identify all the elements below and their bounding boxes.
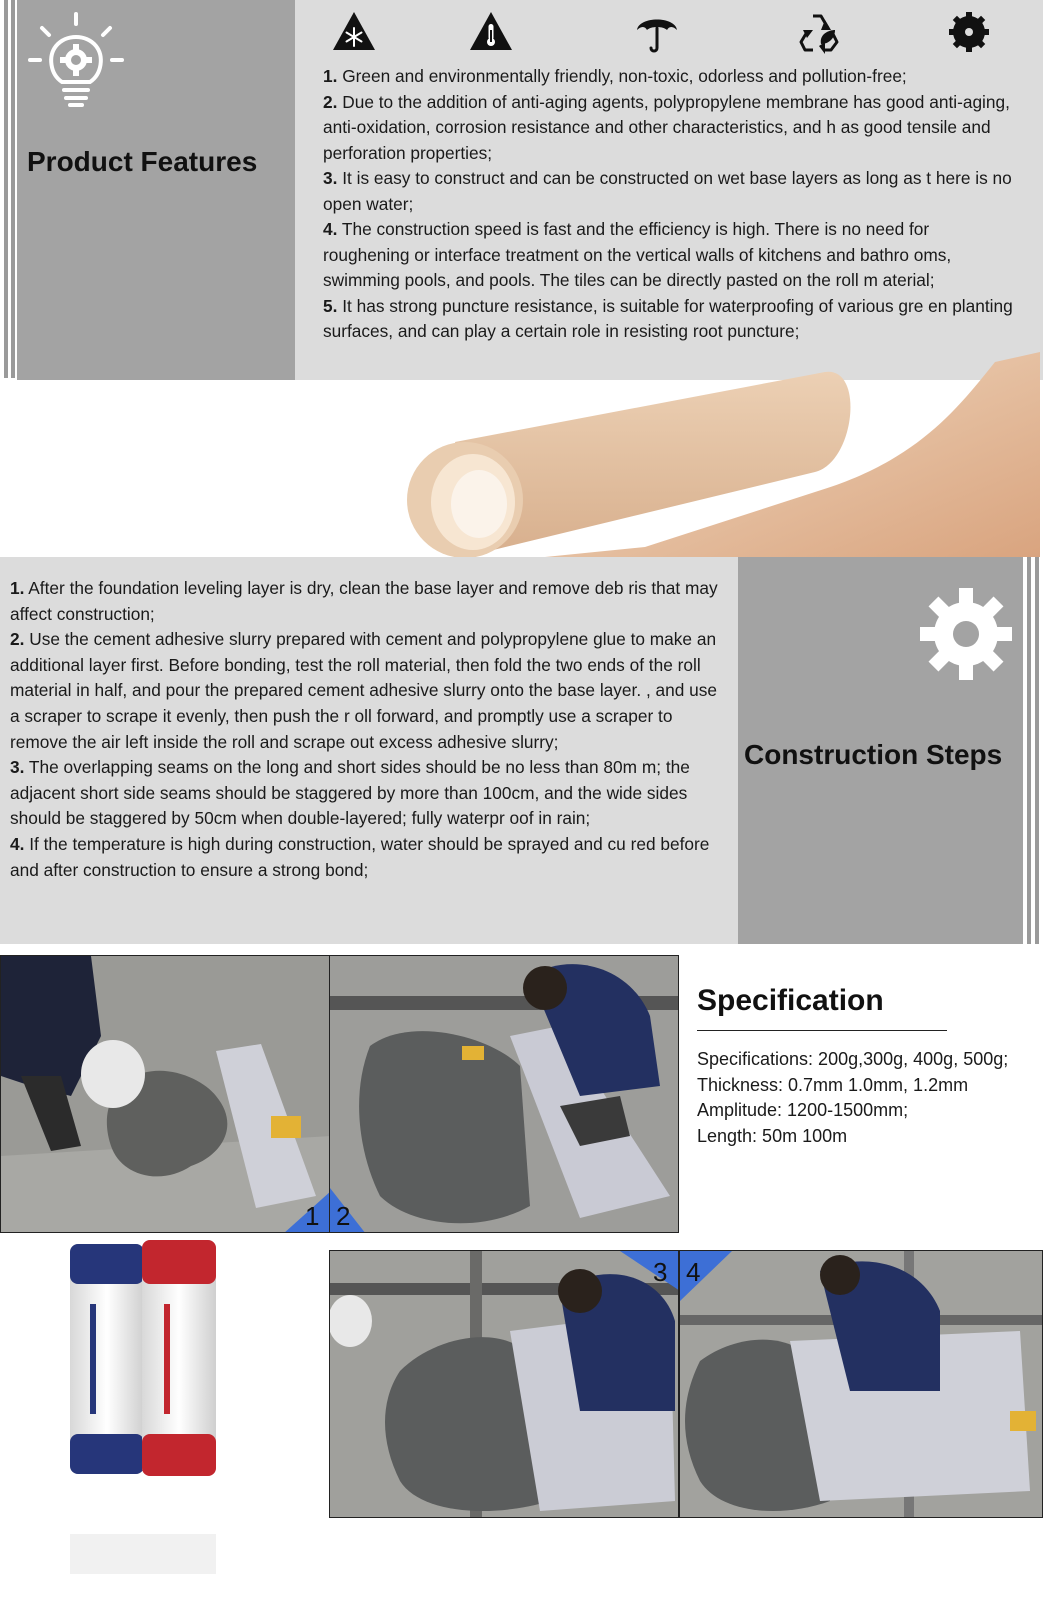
- feature-item: 3. It is easy to construct and can be constructed on wet base layers as long as t here is no open water;: [323, 168, 1012, 214]
- step-photo-3-image: [330, 1251, 679, 1518]
- gear-badge-icon: [945, 8, 993, 56]
- feature-item: 2. Due to the addition of anti-aging agents, polypropylene membrane has good anti-aging, anti-oxidation, corrosion resistance and other characteristics, and h as good tensile and perforation properties;: [323, 91, 1010, 163]
- photo-label: 2: [336, 1201, 351, 1231]
- umbrella-icon: [633, 8, 681, 56]
- feature-item: 4. The construction speed is fast and the efficiency is high. There is no need for roughening or interface treatment on the vertical walls of kitchens and bathro oms, swimming pools, and pools. The tiles can be directly pasted on the roll m aterial;: [323, 219, 952, 290]
- feature-item: 1. Green and environmentally friendly, non-toxic, odorless and pollution-free;: [323, 66, 907, 86]
- features-title: Product Features: [27, 146, 258, 177]
- gear-icon: [918, 586, 1014, 682]
- step-item: 3. The overlapping seams on the long and short sides should be no less than 80m m; the adjacent short side seams should be staggered by more than 100cm, and the wide sides should be staggered by 50cm when double-layered; fully waterpr oof in rain;: [10, 757, 690, 829]
- photo-label: 1: [305, 1201, 320, 1231]
- features-list: [323, 64, 1013, 345]
- thermometer-warning-icon: [467, 8, 515, 56]
- steps-list: [10, 576, 722, 883]
- spec-line: Specifications: 200g,300g, 400g, 500g;: [697, 1049, 1009, 1069]
- spec-line: Thickness: 0.7mm 1.0mm, 1.2mm: [697, 1074, 969, 1095]
- feature-icons: [330, 8, 1020, 56]
- lightbulb-gear-icon: [28, 10, 124, 110]
- spec-line: Length: 50m 100m: [697, 1125, 848, 1146]
- decorative-bar: [1027, 557, 1031, 944]
- recycle-icon: [795, 8, 843, 56]
- photo-label: 4: [686, 1257, 701, 1287]
- step-item: 2. Use the cement adhesive slurry prepared with cement and polypropylene glue to make an additional layer first. Before bonding, test the roll material, then fold the two ends of the roll material in half, and pour the prepared cement adhesive slurry onto the base layer. , and use a scraper to scrape it evenly, then push the r oll forward, and promptly use a scraper to remove the air left inside the roll and scrape out excess adhesive slurry;: [10, 629, 718, 752]
- specification-list: [697, 1047, 1008, 1149]
- divider: [697, 1030, 947, 1031]
- step-photo-4-image: [680, 1251, 1043, 1518]
- membrane-roll-image: [395, 352, 1040, 557]
- decorative-bar: [11, 0, 15, 378]
- step-item: 1. After the foundation leveling layer is dry, clean the base layer and remove deb ris that may affect construction;: [10, 578, 718, 624]
- spec-line: Amplitude: 1200-1500mm;: [697, 1100, 909, 1120]
- step-item: 4. If the temperature is high during construction, water should be sprayed and cu red before and after construction to ensure a strong bond;: [10, 833, 710, 880]
- step-photo-1-image: [1, 956, 330, 1233]
- step-photo-3: [329, 1250, 679, 1518]
- product-rolls-image: [60, 1234, 240, 1598]
- step-photo-4: [679, 1250, 1043, 1518]
- step-photo-2-image: [330, 956, 679, 1233]
- feature-item: 5. It has strong puncture resistance, is suitable for waterproofing of various gre en planting surfaces, and can play a certain role in resisting root puncture;: [323, 295, 1013, 341]
- decorative-bar: [1035, 557, 1039, 944]
- photo-label: 3: [653, 1257, 668, 1287]
- specification-title: Specification: [697, 984, 884, 1017]
- step-photo-1: [0, 955, 330, 1233]
- step-photo-2: [329, 955, 679, 1233]
- snowflake-warning-icon: [330, 8, 378, 56]
- steps-title: Construction Steps: [744, 739, 1003, 770]
- decorative-bar: [4, 0, 8, 378]
